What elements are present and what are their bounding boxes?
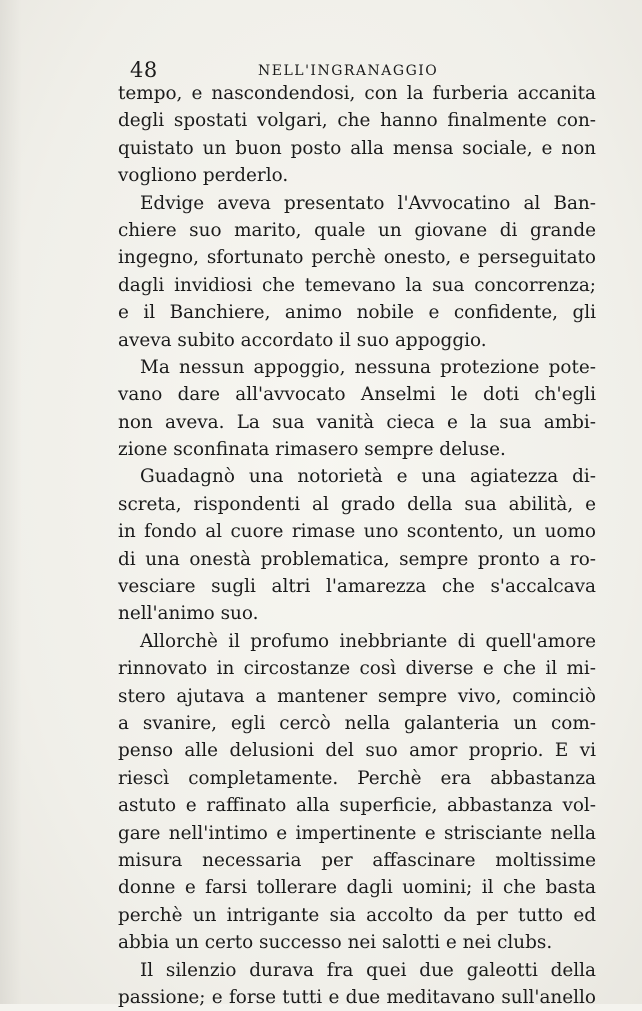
text-line: stero ajutava a mantener sempre vivo, cominciò — [118, 685, 596, 707]
text-line: Edvige aveva presentato l'Avvocatino al Ban- — [140, 192, 596, 214]
page-edge-shadow — [0, 0, 22, 1004]
text-line: di una onestà problematica, sempre pronto a ro- — [118, 548, 596, 570]
text-line: chiere suo marito, quale un giovane di grande — [118, 219, 596, 241]
text-line: nell'animo suo. — [118, 603, 259, 625]
text-line: Il silenzio durava fra quei due galeotti della — [140, 959, 596, 981]
text-line: aveva subito accordato il suo appoggio. — [118, 329, 487, 351]
text-line: penso alle delusioni del suo amor proprio. E vi — [118, 740, 596, 762]
text-line: screta, rispondenti al grado della sua abilità, e — [118, 493, 596, 515]
text-line: ingegno, sfortunato perchè onesto, e perseguitato — [118, 247, 596, 269]
text-line: misura necessaria per affascinare moltissime — [118, 849, 596, 871]
text-line: zione sconfinata rimasero sempre deluse. — [118, 439, 506, 461]
page-number: 48 — [130, 58, 158, 82]
text-line: in fondo al cuore rimase uno scontento, un uomo — [118, 521, 596, 543]
text-line: vogliono perderlo. — [118, 165, 289, 187]
text-line: a svanire, egli cercò nella galanteria un com- — [118, 712, 596, 734]
text-line: Guadagnò una notorietà e una agiatezza di- — [140, 466, 596, 488]
text-line: Allorchè il profumo inebbriante di quell'amore — [140, 630, 596, 652]
running-title: NELL'INGRANAGGIO — [258, 63, 439, 79]
text-line: e il Banchiere, animo nobile e confidente, gli — [118, 302, 596, 324]
text-line: astuto e raffinato alla superficie, abbastanza vol- — [118, 795, 596, 817]
text-line: non aveva. La sua vanità cieca e la sua ambi- — [118, 411, 596, 433]
text-line: Ma nessun appoggio, nessuna protezione pote- — [140, 356, 596, 378]
text-line: riescì completamente. Perchè era abbastanza — [118, 767, 596, 789]
text-line: passione; e forse tutti e due meditavano sull'anello — [118, 986, 596, 1008]
text-line: rinnovato in circostanze così diverse e che il mi- — [118, 658, 596, 680]
text-line: vano dare all'avvocato Anselmi le doti ch'egli — [118, 384, 596, 406]
text-line: quistato un buon posto alla mensa sociale, e non — [118, 137, 596, 159]
text-line: degli spostati volgari, che hanno finalmente con- — [118, 110, 596, 132]
text-line: abbia un certo successo nei salotti e nei clubs. — [118, 932, 553, 954]
text-line: dagli invidiosi che temevano la sua concorrenza; — [118, 274, 596, 296]
text-line: perchè un intrigante sia accolto da per tutto ed — [118, 904, 596, 926]
text-line: tempo, e nascondendosi, con la furberia accanita — [118, 83, 596, 104]
text-line: donne e farsi tollerare dagli uomini; il che basta — [118, 877, 596, 899]
text-line: vesciare sugli altri l'amarezza che s'accalcava — [118, 576, 596, 598]
text-line: gare nell'intimo e impertinente e strisciante nella — [118, 822, 596, 844]
body-text — [118, 80, 596, 1011]
